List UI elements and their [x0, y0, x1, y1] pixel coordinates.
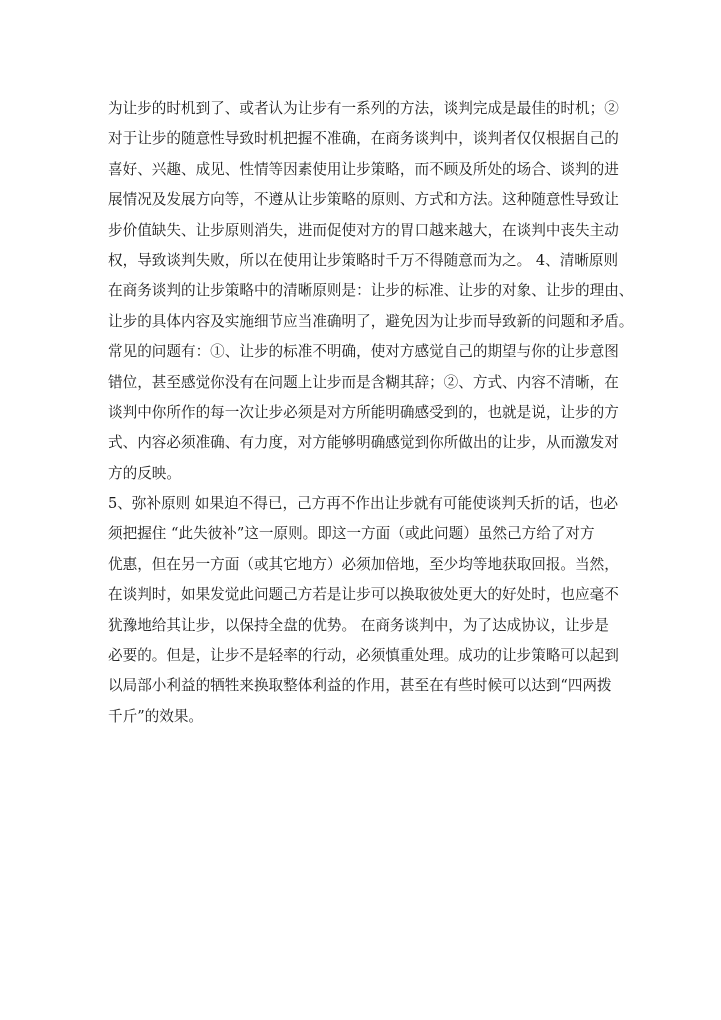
text-line: 常见的问题有：①、让步的标准不明确，使对方感觉自己的期望与你的让步意图 — [108, 343, 619, 361]
text-line: 让步的具体内容及实施细节应当准确明了，避免因为让步而导致新的问题和矛盾。 — [108, 312, 634, 330]
text-line: 必要的。但是，让步不是轻率的行动，必须慎重处理。成功的让步策略可以起到 — [108, 647, 619, 665]
text-line: 在商务谈判的让步策略中的清晰原则是：让步的标准、让步的对象、让步的理由、 — [108, 282, 634, 300]
text-line: 步价值缺失、让步原则消失，进而促使对方的胃口越来越大，在谈判中丧失主动 — [108, 221, 619, 239]
body-text — [108, 94, 634, 732]
text-line: 谈判中你所作的每一次让步必须是对方所能明确感受到的，也就是说，让步的方 — [108, 403, 619, 421]
text-line: 错位，甚至感觉你没有在问题上让步而是含糊其辞；②、方式、内容不清晰，在 — [108, 373, 619, 391]
text-line: 为让步的时机到了、或者认为让步有一系列的方法，谈判完成是最佳的时机；② — [108, 100, 619, 117]
text-line: 方的反映。 — [108, 464, 181, 482]
text-line: 式、内容必须准确、有力度，对方能够明确感觉到你所做出的让步，从而激发对 — [108, 434, 619, 452]
text-line: 须把握住 “此失彼补”这一原则。即这一方面（或此问题）虽然己方给了对方 — [108, 525, 595, 543]
text-line: 优惠，但在另一方面（或其它地方）必须加倍地，至少均等地获取回报。当然， — [108, 555, 619, 573]
text-line: 在谈判时，如果发觉此问题己方若是让步可以换取彼处更大的好处时，也应毫不 — [108, 586, 619, 604]
text-line: 以局部小利益的牺牲来换取整体利益的作用，甚至在有些时候可以达到“四两拨 — [108, 677, 612, 695]
text-line: 犹豫地给其让步，以保持全盘的优势。 在商务谈判中，为了达成协议，让步是 — [108, 616, 609, 634]
text-line: 展情况及发展方向等，不遵从让步策略的原则、方式和方法。这种随意性导致让 — [108, 191, 619, 209]
text-line: 千斤”的效果。 — [108, 707, 204, 725]
text-line: 权，导致谈判失败，所以在使用让步策略时千万不得随意而为之。 4、清晰原则 — [108, 251, 619, 269]
text-line: 喜好、兴趣、成见、性情等因素使用让步策略，而不顾及所处的场合、谈判的进 — [108, 160, 619, 178]
text-line: 对于让步的随意性导致时机把握不准确，在商务谈判中，谈判者仅仅根据自己的 — [108, 130, 619, 148]
text-line: 5、弥补原则 如果迫不得已，己方再不作出让步就有可能使谈判夭折的话，也必 — [108, 495, 619, 513]
